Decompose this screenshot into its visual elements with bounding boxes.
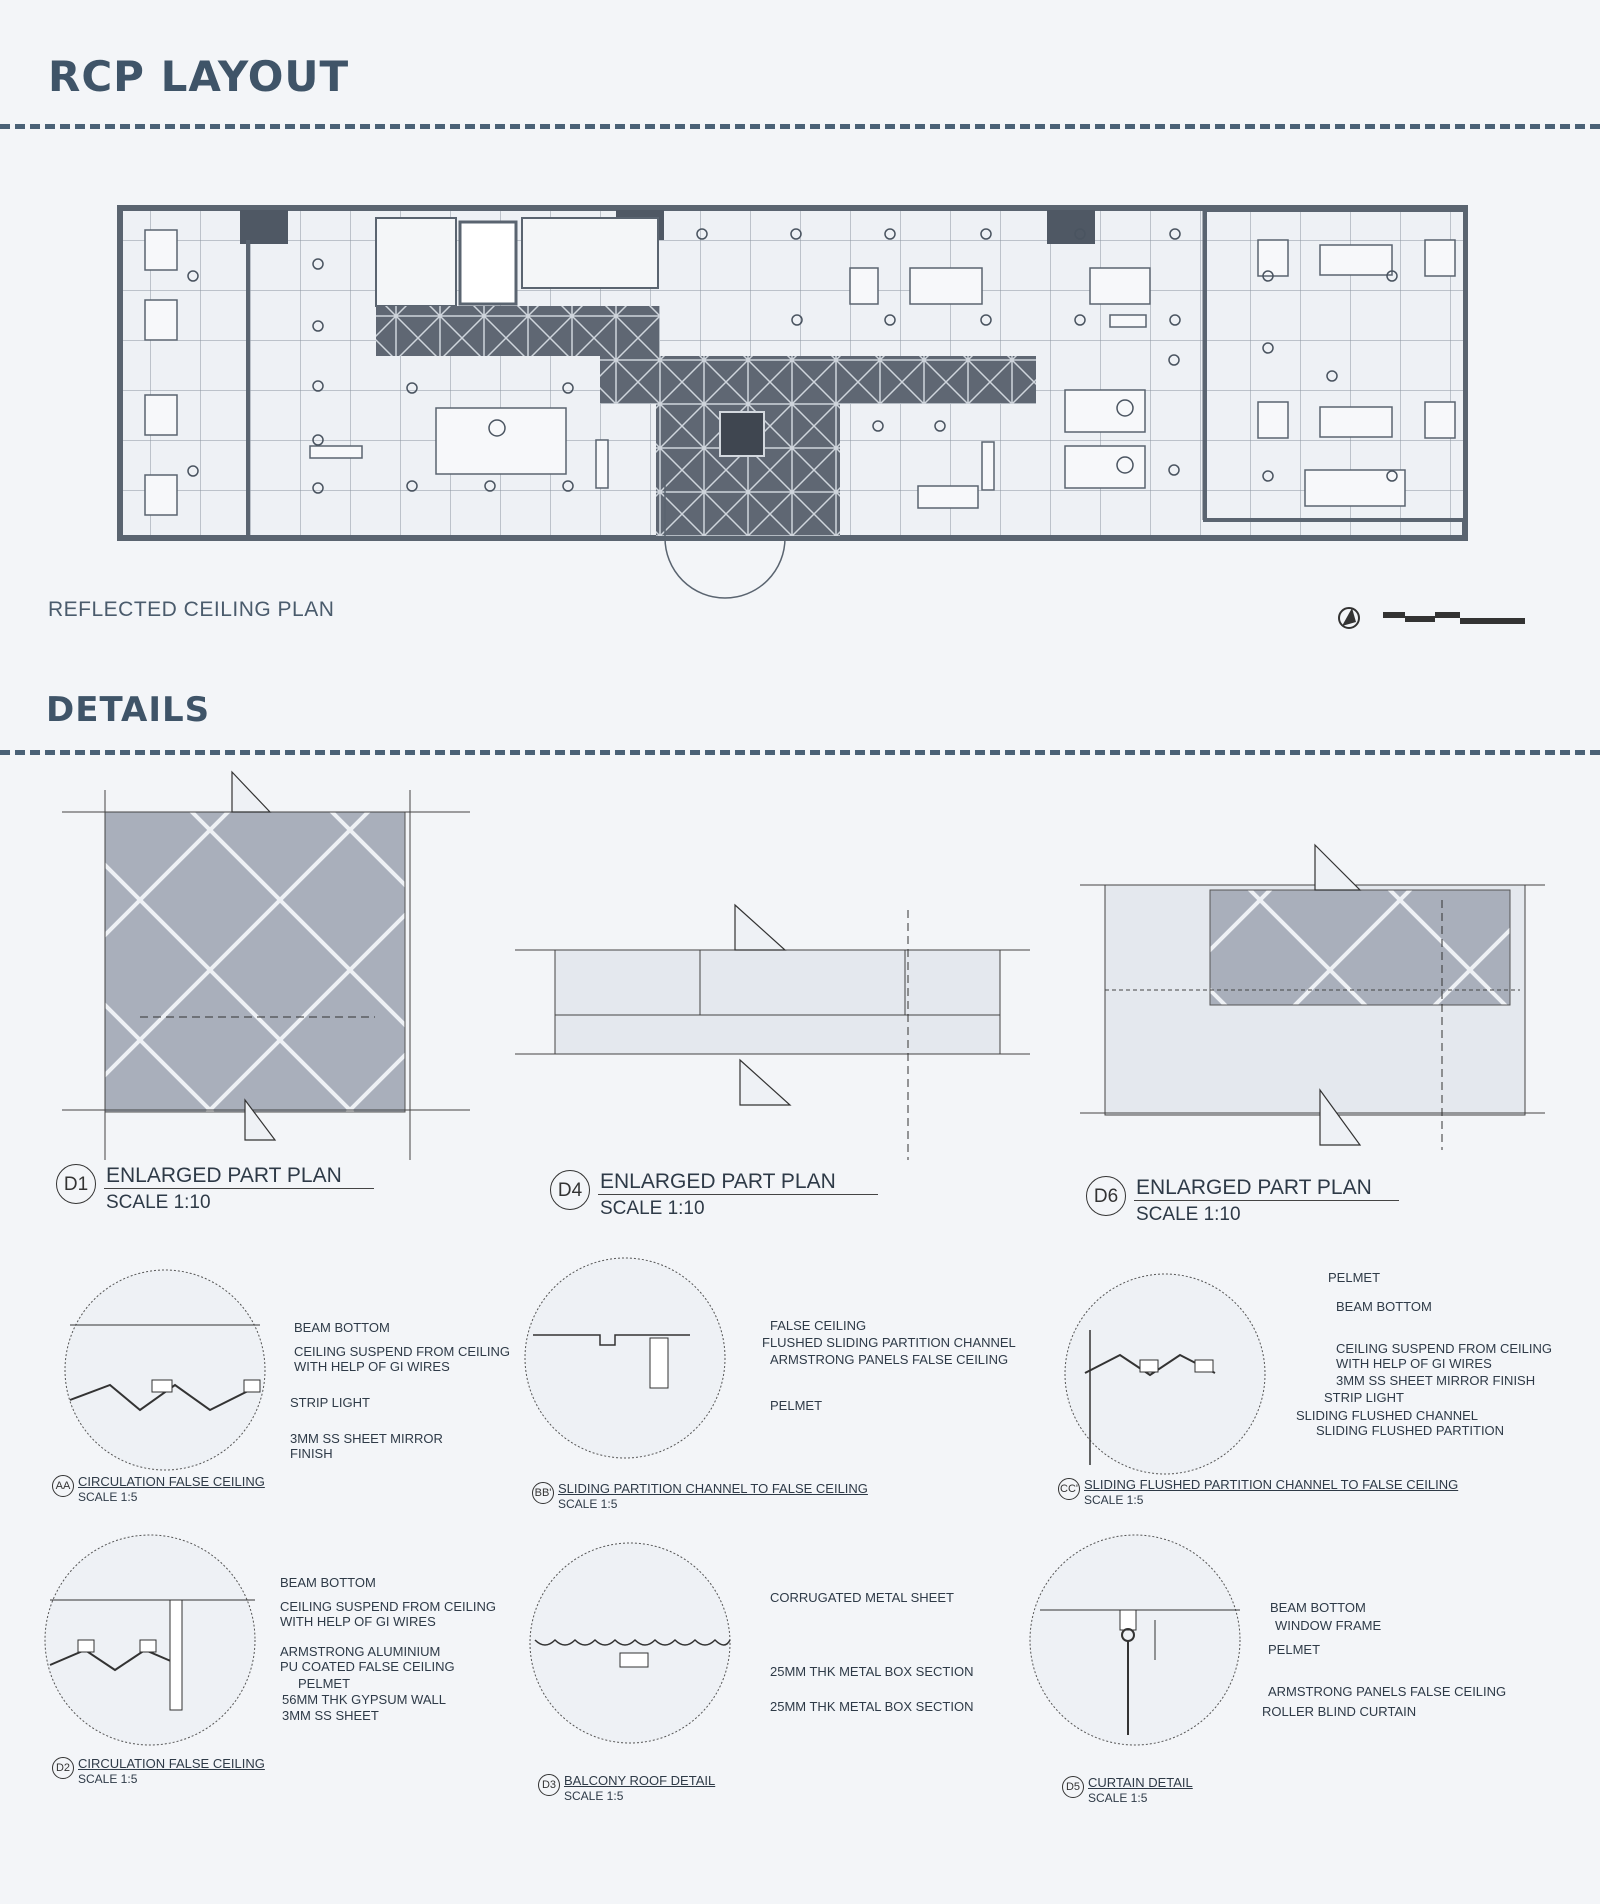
section-cc-scale: SCALE 1:5 [1084,1493,1144,1507]
label-d3-1: CORRUGATED METAL SHEET [770,1590,954,1605]
detail-tag-d4: D4 [550,1170,590,1210]
label-aa-3: STRIP LIGHT [290,1395,370,1410]
label-d3-2: 25MM THK METAL BOX SECTION [770,1664,974,1679]
section-d2-title: CIRCULATION FALSE CEILING [78,1756,265,1771]
rcp-layout-title: RCP LAYOUT [48,52,350,101]
section-d2-scale: SCALE 1:5 [78,1772,138,1786]
label-aa-1: BEAM BOTTOM [294,1320,390,1335]
plan-d4-title: ENLARGED PART PLAN [600,1170,836,1193]
section-tag-d5: D5 [1062,1776,1084,1798]
label-d3-3: 25MM THK METAL BOX SECTION [770,1699,974,1714]
section-d5-title: CURTAIN DETAIL [1088,1775,1193,1790]
label-d2-6: 3MM SS SHEET [282,1708,379,1723]
label-d2-3: ARMSTRONG ALUMINIUM PU COATED FALSE CEILING [280,1644,455,1674]
label-d5-5: ROLLER BLIND CURTAIN [1262,1704,1417,1719]
label-d2-1: BEAM BOTTOM [280,1575,376,1590]
title-underline [598,1194,878,1195]
label-aa-4: 3MM SS SHEET MIRROR FINISH [290,1431,443,1461]
label-cc-2: BEAM BOTTOM [1336,1299,1432,1314]
label-aa-2: CEILING SUSPEND FROM CEILING WITH HELP OF GI WIRES [294,1344,510,1374]
plan-d6-title: ENLARGED PART PLAN [1136,1176,1372,1199]
details-title: DETAILS [46,690,211,730]
section-aa-title: CIRCULATION FALSE CEILING [78,1474,265,1489]
label-d5-2: WINDOW FRAME [1275,1618,1382,1633]
plan-d1-title: ENLARGED PART PLAN [106,1164,342,1187]
label-d5-4: ARMSTRONG PANELS FALSE CEILING [1268,1684,1507,1699]
label-bb-3: ARMSTRONG PANELS FALSE CEILING [770,1352,1009,1367]
label-d2-2: CEILING SUSPEND FROM CEILING WITH HELP OF GI WIRES [280,1599,496,1629]
section-d5-scale: SCALE 1:5 [1088,1791,1148,1805]
plan-d6-scale: SCALE 1:10 [1136,1204,1241,1225]
section-d3-title: BALCONY ROOF DETAIL [564,1773,716,1788]
title-underline [104,1188,374,1189]
title-underline [1134,1200,1399,1201]
label-cc-5: STRIP LIGHT [1324,1390,1404,1405]
section-tag-cc: CC' [1058,1478,1080,1500]
section-tag-bb: BB' [532,1482,554,1504]
label-cc-4: 3MM SS SHEET MIRROR FINISH [1336,1373,1536,1388]
label-cc-7: SLIDING FLUSHED PARTITION [1316,1423,1505,1438]
section-tag-aa: AA [52,1475,74,1497]
detail-tag-d1: D1 [56,1164,96,1204]
section-divider [0,750,1600,755]
section-d3-scale: SCALE 1:5 [564,1789,624,1803]
plan-d1-scale: SCALE 1:10 [106,1192,211,1213]
label-bb-1: FALSE CEILING [770,1318,867,1333]
rcp-caption: REFLECTED CEILING PLAN [48,598,335,621]
label-d2-5: 56MM THK GYPSUM WALL [282,1692,446,1707]
detail-tag-d6: D6 [1086,1176,1126,1216]
section-bb-title: SLIDING PARTITION CHANNEL TO FALSE CEILING [558,1481,868,1496]
label-bb-2: FLUSHED SLIDING PARTITION CHANNEL [762,1335,1016,1350]
plan-d4-scale: SCALE 1:10 [600,1198,705,1219]
label-bb-4: PELMET [770,1398,823,1413]
section-cc-title: SLIDING FLUSHED PARTITION CHANNEL TO FALSE CEILING [1084,1477,1459,1492]
section-bb-scale: SCALE 1:5 [558,1497,618,1511]
label-cc-3: CEILING SUSPEND FROM CEILING WITH HELP OF GI WIRES [1336,1341,1552,1371]
label-cc-1: PELMET [1328,1270,1381,1285]
label-d2-4: PELMET [298,1676,351,1691]
label-cc-6: SLIDING FLUSHED CHANNEL [1296,1408,1479,1423]
section-aa-scale: SCALE 1:5 [78,1490,138,1504]
label-d5-1: BEAM BOTTOM [1270,1600,1366,1615]
section-tag-d2: D2 [52,1757,74,1779]
section-divider [0,124,1600,129]
label-d5-3: PELMET [1268,1642,1321,1657]
section-tag-d3: D3 [538,1774,560,1796]
